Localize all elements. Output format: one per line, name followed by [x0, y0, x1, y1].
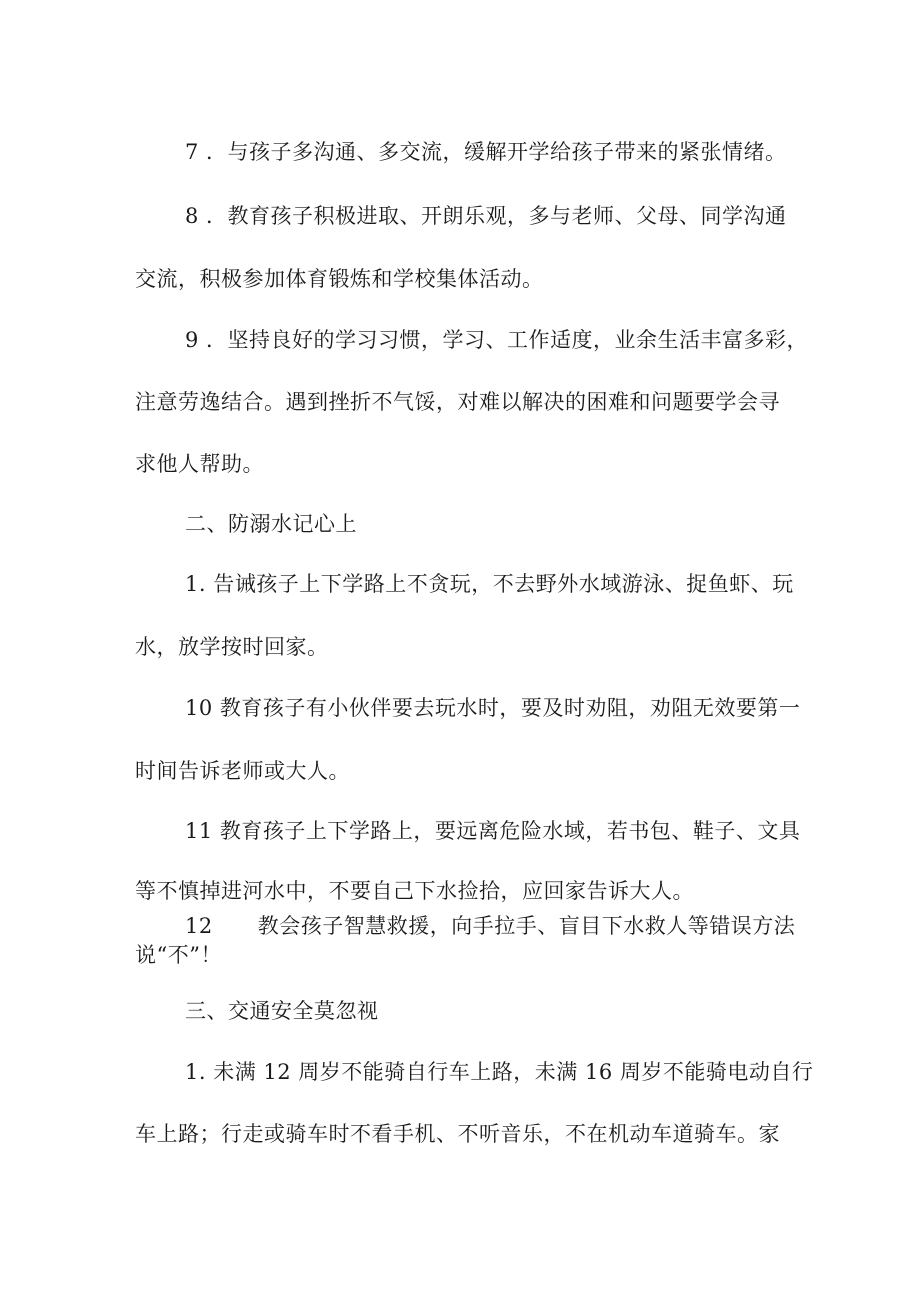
paragraph-8-line-1: 8 ．教育孩子积极进取、开朗乐观，多与老师、父母、同学沟通	[185, 204, 787, 228]
traffic-item-1-line-1: 1. 未满 12 周岁不能骑自行车上路，未满 16 周岁不能骑电动自行	[185, 1060, 814, 1084]
drowning-item-1-line-2: 水，放学按时回家。	[135, 635, 329, 659]
drowning-item-11-line-2: 等不慎掉进河水中，不要自己下水捡拾，应回家告诉大人。	[135, 879, 694, 903]
traffic-item-1-line-2: 车上路；行走或骑车时不看手机、不听音乐，不在机动车道骑车。家	[135, 1122, 780, 1146]
drowning-item-12-line-2: 说“不”！	[135, 943, 222, 967]
drowning-item-10-line-2: 时间告诉老师或大人。	[135, 759, 350, 783]
item-text: 教会孩子智慧救援，向手拉手、盲目下水救人等错误方法	[257, 914, 796, 938]
drowning-item-1-line-1: 1. 告诫孩子上下学路上不贪玩，不去野外水域游泳、捉鱼虾、玩	[185, 572, 794, 596]
drowning-item-10-line-1: 10 教育孩子有小伙伴要去玩水时，要及时劝阻，劝阻无效要第一	[185, 696, 801, 720]
section-heading-traffic: 三、交通安全莫忽视	[185, 999, 379, 1023]
paragraph-9-line-1: 9 ．坚持良好的学习习惯，学习、工作适度，业余生活丰富多彩，	[185, 328, 809, 352]
drowning-item-12-line-1	[185, 912, 795, 940]
item-number: 12	[185, 914, 213, 938]
paragraph-9-line-3: 求他人帮助。	[135, 452, 264, 476]
section-heading-drowning: 二、防溺水记心上	[185, 512, 357, 536]
paragraph-7-line-1: 7 ．与孩子多沟通、多交流，缓解开学给孩子带来的紧张情绪。	[185, 140, 787, 164]
drowning-item-11-line-1: 11 教育孩子上下学路上，要远离危险水域，若书包、鞋子、文具	[185, 819, 801, 843]
paragraph-8-line-2: 交流，积极参加体育锻炼和学校集体活动。	[135, 267, 544, 291]
paragraph-9-line-2: 注意劳逸结合。遇到挫折不气馁，对难以解决的困难和问题要学会寻	[135, 390, 780, 414]
